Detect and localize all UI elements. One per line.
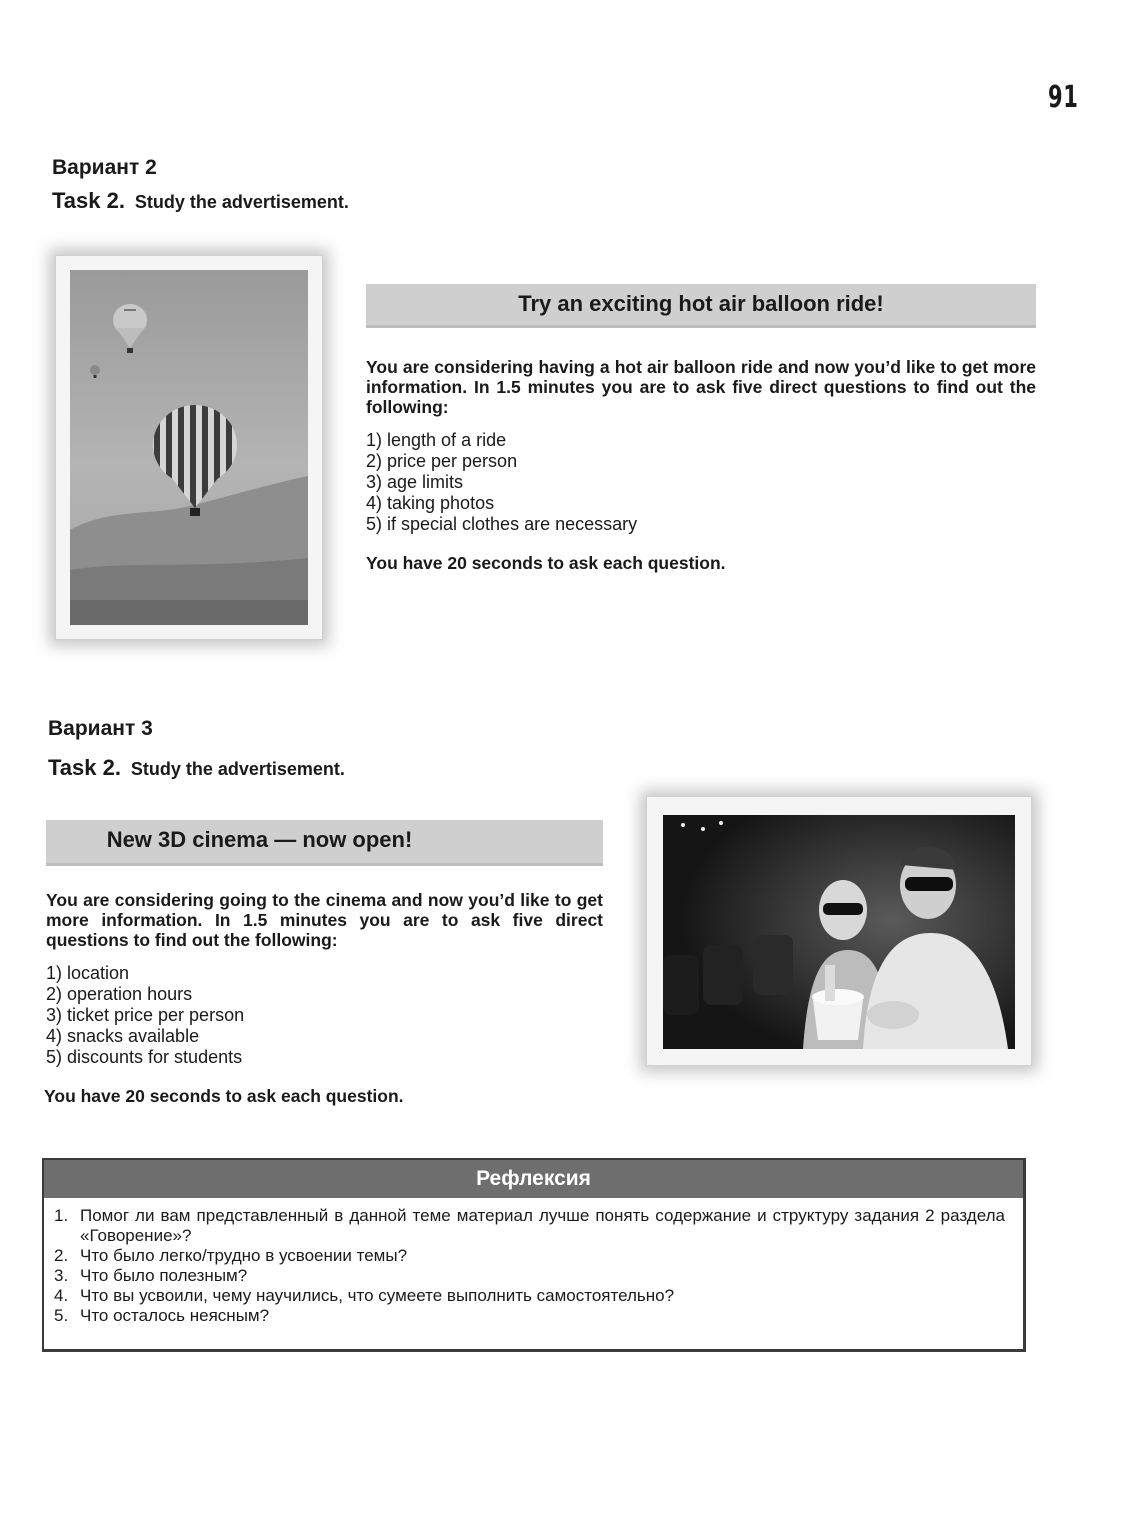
page-number: 91 [1048,80,1079,115]
variant-2-task [52,188,349,214]
list-item [54,1306,1005,1326]
reflection-list [44,1198,1023,1326]
list-item: 1) length of a ride [366,430,507,450]
balloon-ad-intro: You are considering having a hot air balloon ride and now you’d like to get more information. In 1.5 minutes you are to ask five direct questions to find out the following: [366,357,1036,417]
item-number: 1. [54,1206,69,1225]
list-item [54,1266,1005,1286]
item-number: 2. [54,1246,69,1265]
list-item [54,1206,1005,1246]
list-item: 3) age limits [366,472,464,492]
item-text: Что было полезным? [80,1266,248,1285]
balloon-ad-title: Try an exciting hot air balloon ride! [366,284,1036,328]
balloon-question-list [366,430,1036,535]
list-item: 5) if special clothes are necessary [366,514,638,534]
cinema-ad-intro: You are considering going to the cinema and now you’d like to get more information. In 1.5 minutes you are to ask five direct questions to find out the following: [46,890,603,950]
reflection-title: Рефлексия [44,1160,1023,1198]
cinema-photo [646,796,1032,1066]
list-item [54,1286,1005,1306]
item-text: Что осталось неясным? [80,1306,270,1325]
list-item: 2) price per person [366,451,518,471]
task-instruction: Study the advertisement. [134,192,349,212]
cinema-image [663,815,1015,1049]
task-label: Task 2. [52,188,125,213]
item-text: Помог ли вам представленный в данной теме материал лучше понять содержание и структуру задания 2 раздела «Говорение»? [80,1206,1005,1245]
cinema-ad-footer: You have 20 seconds to ask each question. [44,1086,404,1106]
item-number: 3. [54,1266,69,1285]
item-number: 5. [54,1306,69,1325]
balloon-photo [55,255,323,640]
list-item: 3) ticket price per person [46,1005,245,1025]
list-item: 5) discounts for students [46,1047,243,1067]
item-number: 4. [54,1286,69,1305]
variant-3-heading: Вариант 3 [48,717,153,740]
list-item: 4) snacks available [46,1026,200,1046]
list-item: 4) taking photos [366,493,495,513]
task-instruction: Study the advertisement. [130,759,345,779]
cinema-ad-title: New 3D cinema — now open! [46,820,603,866]
cinema-question-list [46,963,603,1068]
item-text: Что вы усвоили, чему научились, что сумеете выполнить самостоятельно? [80,1286,675,1305]
balloon-ad-footer: You have 20 seconds to ask each question. [366,553,726,573]
list-item: 2) operation hours [46,984,193,1004]
task-label: Task 2. [48,755,121,780]
list-item: 1) location [46,963,130,983]
balloon-image [70,270,308,625]
reflection-box [42,1158,1026,1352]
list-item [54,1246,1005,1266]
item-text: Что было легко/трудно в усвоении темы? [80,1246,408,1265]
variant-2-heading: Вариант 2 [52,156,157,179]
variant-3-task [48,755,345,781]
